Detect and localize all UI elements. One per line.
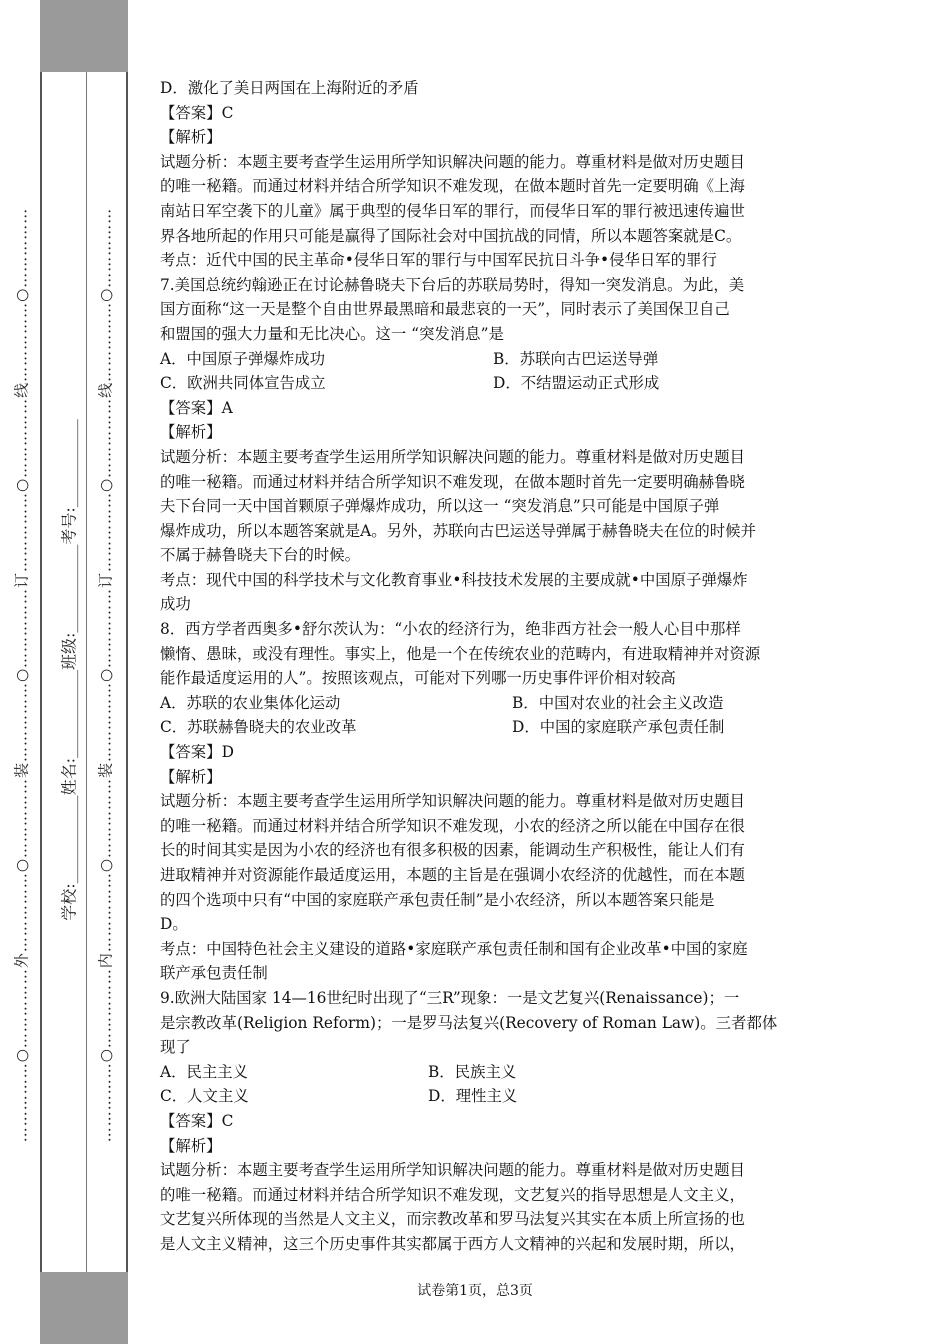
- q8-option-d: D．中国的家庭联产承包责任制: [512, 718, 725, 737]
- q9-options-row-2: [160, 1084, 800, 1109]
- q9-options-row-1: [160, 1060, 800, 1085]
- q8-stem-line: 懒惰、愚昧，或没有理性。事实上，他是一个在传统农业的范畴内，有进取精神并对资源: [160, 644, 761, 663]
- q8-options-row-2: [160, 715, 800, 740]
- q7-point-line: 考点：现代中国的科学技术与文化教育事业•科技技术发展的主要成就•中国原子弹爆炸: [160, 570, 748, 589]
- q7-stem-line: 国方面称“这一天是整个自由世界最黑暗和最悲哀的一天”，同时表示了美国保卫自己: [160, 300, 730, 319]
- q9-stem-line: 现了: [160, 1038, 191, 1057]
- q7-stem-line: 和盟国的强大力量和无比决心。这一 “突发消息”是: [160, 324, 504, 343]
- q8-point-line: 考点：中国特色社会主义建设的道路•家庭联产承包责任制和国有企业改革•中国的家庭: [160, 939, 748, 958]
- outer-cut-line-text: ……………○……………外……………○……………装……………○……………订……………○……………线……………○……………: [12, 207, 31, 1143]
- q8-analysis-line: 的四个选项中只有“中国的家庭联产承包责任制”是小农经济，所以本题答案只能是: [160, 890, 715, 909]
- q9-analysis-line: 文艺复兴所体现的当然是人文主义，而宗教改革和罗马法复兴其实在本质上所宣扬的也: [160, 1210, 745, 1229]
- q7-analysis-line: 夫下台同一天中国首颗原子弹爆炸成功，所以这一 “突发消息”只可能是中国原子弹: [160, 497, 720, 516]
- q7-option-b: B．苏联向古巴运送导弹: [493, 349, 659, 368]
- strip-border-left: [40, 0, 42, 1344]
- exam-content: [160, 76, 800, 1257]
- question-6: [160, 76, 800, 273]
- q8-option-b: B．中国对农业的社会主义改造: [512, 693, 724, 712]
- q9-stem-line: 是宗教改革(Religion Reform)；一是罗马法复兴(Recovery of Roman Law)。三者都体: [160, 1013, 778, 1032]
- q7-answer: 【答案】A: [160, 398, 233, 417]
- q6-analysis-label: 【解析】: [160, 128, 222, 147]
- q6-analysis-line: 南站日军空袭下的儿童》属于典型的侵华日军的罪行，而侵华日军的罪行被迅速传遍世: [160, 201, 745, 220]
- q7-analysis-line: 爆炸成功，所以本题答案就是A。另外，苏联向古巴运送导弹属于赫鲁晓夫在位的时候并: [160, 521, 756, 540]
- q8-analysis-line: 试题分析：本题主要考查学生运用所学知识解决问题的能力。尊重材料是做对历史题目: [160, 792, 745, 811]
- q7-analysis-line: 的唯一秘籍。而通过材料并结合所学知识不难发现，在做本题时首先一定要明确赫鲁晓: [160, 472, 745, 491]
- q9-analysis-line: 的唯一秘籍。而通过材料并结合所学知识不难发现，文艺复兴的指导思想是人文主义，: [160, 1185, 745, 1204]
- q8-analysis-line: 进取精神并对资源能作最适度运用，本题的主旨是在强调小农经济的优越性，而在本题: [160, 866, 745, 884]
- inner-cut-line-text: ……………○……………内……………○……………装……………○……………订……………○……………线……………○……………: [96, 207, 115, 1143]
- q6-answer: 【答案】C: [160, 103, 234, 122]
- q7-analysis-line: 不属于赫鲁晓夫下台的时候。: [160, 546, 361, 565]
- q8-analysis-line: 的唯一秘籍。而通过材料并结合所学知识不难发现，小农的经济之所以能在中国存在很: [160, 816, 745, 835]
- q7-option-d: D．不结盟运动正式形成: [493, 374, 660, 393]
- q6-point: 考点：近代中国的民主革命•侵华日军的罪行与中国军民抗日斗争•侵华日军的罪行: [160, 251, 717, 270]
- q9-option-d: D．理性主义: [428, 1087, 518, 1106]
- student-info: [54, 360, 82, 980]
- q9-analysis-line: 试题分析：本题主要考查学生运用所学知识解决问题的能力。尊重材料是做对历史题目: [160, 1161, 745, 1180]
- q7-options-row-2: [160, 371, 800, 396]
- strip-divider: [86, 0, 87, 1344]
- q9-stem-line: 9.欧洲大陆国家 14—16世纪时出现了“三R”现象：一是文艺复兴(Renaissance)；一: [160, 988, 740, 1007]
- q6-analysis-line: 试题分析：本题主要考查学生运用所学知识解决问题的能力。尊重材料是做对历史题目: [160, 152, 745, 171]
- q9-analysis-line: 是人文主义精神，这三个历史事件其实都属于西方人文精神的兴起和发展时期，所以，: [160, 1234, 745, 1253]
- q9-option-b: B．民族主义: [428, 1062, 517, 1081]
- outer-cut-line: [12, 40, 30, 1310]
- q8-stem-line: 能作最适度运用的人”。按照该观点，可能对下列哪一历史事件评价相对较高: [160, 669, 676, 688]
- q7-option-c: C．欧洲共同体宣告成立: [160, 374, 326, 393]
- q6-option-d: D．激化了美日两国在上海附近的矛盾: [160, 79, 419, 97]
- question-9: [160, 986, 800, 1257]
- question-7: [160, 273, 800, 617]
- q8-analysis-label: 【解析】: [160, 767, 222, 786]
- inner-cut-line: [96, 40, 114, 1310]
- q7-point-line: 成功: [160, 595, 191, 614]
- q8-stem-line: 8．西方学者西奥多•舒尔茨认为：“小农的经济行为，绝非西方社会一般人心目中那样: [160, 620, 741, 639]
- q8-point-line: 联产承包责任制: [160, 964, 268, 983]
- q8-answer: 【答案】D: [160, 743, 234, 762]
- q8-option-c: C．苏联赫鲁晓夫的农业改革: [160, 718, 357, 737]
- q9-analysis-label: 【解析】: [160, 1136, 222, 1155]
- q9-answer: 【答案】C: [160, 1111, 234, 1130]
- q6-analysis-line: 的唯一秘籍。而通过材料并结合所学知识不难发现，在做本题时首先一定要明确《上海: [160, 177, 745, 196]
- q8-options-row-1: [160, 691, 800, 716]
- student-info-fields: 学校:___________姓名:___________班级:___________考号:___________: [59, 419, 79, 921]
- q9-option-c: C．人文主义: [160, 1087, 249, 1106]
- strip-border-right: [126, 0, 128, 1344]
- q7-analysis-line: 试题分析：本题主要考查学生运用所学知识解决问题的能力。尊重材料是做对历史题目: [160, 447, 745, 466]
- q6-analysis-line: 界各地所起的作用只可能是赢得了国际社会对中国抗战的同情，所以本题答案就是C。: [160, 226, 742, 245]
- q7-analysis-label: 【解析】: [160, 423, 222, 442]
- strip-band-top: [40, 0, 128, 72]
- q7-stem-line: 7.美国总统约翰逊正在讨论赫鲁晓夫下台后的苏联局势时，得知一突发消息。为此，美: [160, 275, 745, 294]
- q7-options-row-1: [160, 347, 800, 372]
- q8-analysis-line: 长的时间其实是因为小农的经济也有很多积极的因素，能调动生产积极性，能让人们有: [160, 841, 745, 860]
- q9-option-a: A．民主主义: [160, 1062, 249, 1081]
- q8-analysis-line: D。: [160, 915, 188, 934]
- question-8: [160, 617, 800, 986]
- page-footer: 试卷第1页，总3页: [417, 1283, 533, 1299]
- q7-option-a: A．中国原子弹爆炸成功: [160, 349, 326, 368]
- q8-option-a: A．苏联的农业集体化运动: [160, 693, 341, 712]
